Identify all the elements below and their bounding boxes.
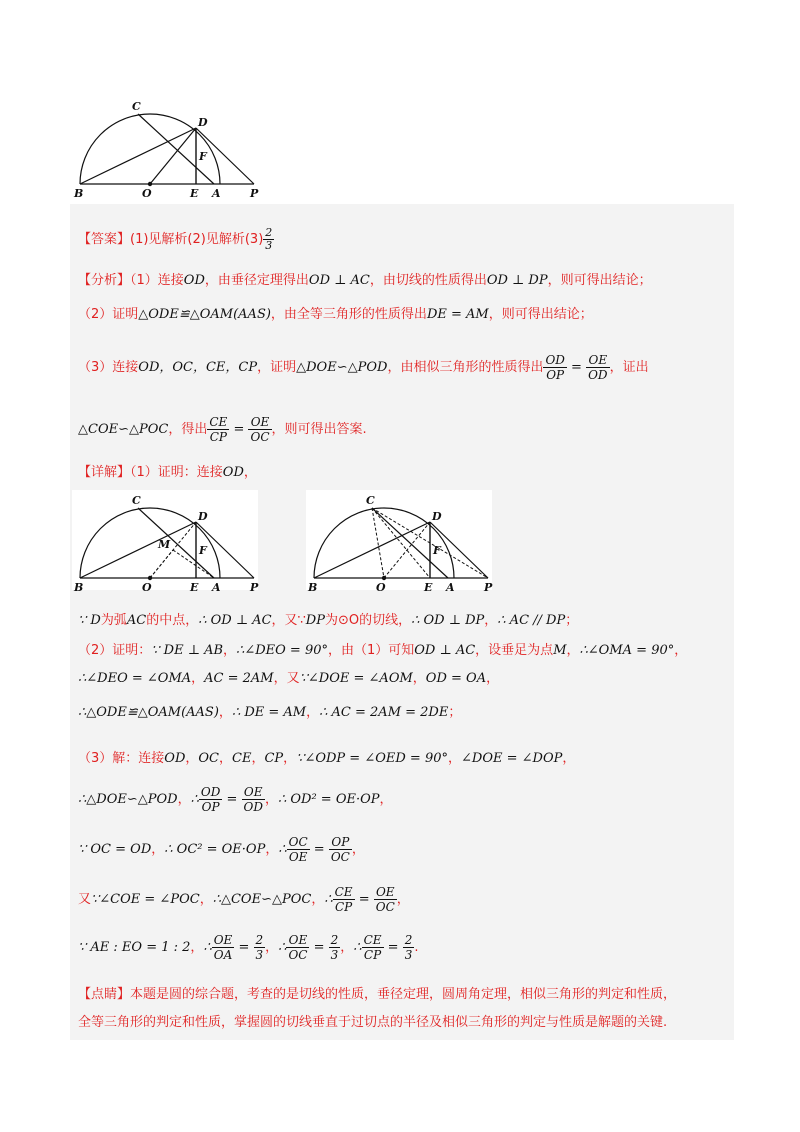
label-A: A <box>446 581 455 594</box>
detail-line-3: ∴∠DEO = ∠OMA，AC = 2AM，又∵∠DOE = ∠AOM，OD = OA， <box>78 671 500 686</box>
label-C: C <box>366 494 375 507</box>
label-O: O <box>376 581 386 594</box>
figure-top <box>72 96 272 200</box>
label-B: B <box>74 187 84 200</box>
answer-tag: 【答案】 <box>78 232 131 247</box>
detail-line-6: ∴△DOE∽△POD，∴ $\frac{OD}{OP}$ = $\frac{OE}{OD}$ ，∴ OD² = OE·OP， <box>78 785 393 814</box>
label-P: P <box>484 581 493 594</box>
label-C: C <box>132 100 141 113</box>
label-E: E <box>424 581 433 594</box>
label-A: A <box>212 581 221 594</box>
detail-line-1: ∵ D为弧AC的中点，∴ OD ⊥ AC，又∵DP为⊙O的切线，∴ OD ⊥ DP，∴ AC // DP； <box>78 613 579 628</box>
comment-tag: 【点睛】 <box>78 987 131 1002</box>
label-F: F <box>199 544 207 557</box>
detail-line-intro: 【详解】（1）证明：连接OD， <box>78 465 257 480</box>
answer-line: 【答案】(1)见解析(2)见解析(3) $\frac{2}{3}$ <box>78 226 273 252</box>
label-E: E <box>190 187 199 200</box>
label-F: F <box>199 150 207 163</box>
analysis-line-4: △COE∽△POC，得出 $\frac{CE}{CP}$ = $\frac{OE}{OC}$ ，则可得出答案. <box>78 415 367 444</box>
label-E: E <box>190 581 199 594</box>
label-B: B <box>74 581 84 594</box>
detail-tag: 【详解】 <box>78 465 131 480</box>
figure-left <box>72 490 272 594</box>
label-F: F <box>433 544 441 557</box>
label-M: M <box>158 538 171 551</box>
label-D: D <box>432 510 442 523</box>
label-D: D <box>198 510 208 523</box>
comment-line-2: 全等三角形的判定和性质，掌握圆的切线垂直于过切点的半径及相似三角形的判定与性质是解题的关键. <box>78 1015 668 1030</box>
detail-line-4: ∴△ODE≌△OAM(AAS)，∴ DE = AM，∴ AC = 2AM = 2DE； <box>78 705 462 720</box>
label-D: D <box>198 116 208 129</box>
comment-line-1: 【点睛】本题是圆的综合题，考查的是切线的性质，垂径定理，圆周角定理，相似三角形的判定和性质， <box>78 987 677 1002</box>
analysis-line-2: （2）证明△ODE≌△OAM(AAS)，由全等三角形的性质得出DE = AM，则可得出结论； <box>78 307 593 322</box>
label-P: P <box>250 187 259 200</box>
label-P: P <box>250 581 259 594</box>
analysis-tag: 【分析】 <box>78 273 131 288</box>
label-B: B <box>308 581 318 594</box>
detail-line-9: ∵ AE : EO = 1 : 2，∴ $\frac{OE}{OA}$ = $\frac{2}{3}$ ，∴ $\frac{OE}{OC}$ = $\frac{2}{3}$ ，∴ $\frac{CE}{CP}$ = $\frac{2}{3}$ . <box>78 933 419 962</box>
figure-right <box>306 490 506 594</box>
detail-line-2: （2）证明：∵ DE ⊥ AB，∴∠DEO = 90°，由（1）可知OD ⊥ AC，设垂足为点M，∴∠OMA = 90°， <box>78 643 688 658</box>
detail-line-8: 又∵∠COE = ∠POC，∴△COE∽△POC，∴ $\frac{CE}{CP}$ = $\frac{OE}{OC}$ ， <box>78 885 410 914</box>
detail-line-7: ∵ OC = OD，∴ OC² = OE·OP，∴ $\frac{OC}{OE}$ = $\frac{OP}{OC}$ ， <box>78 835 365 864</box>
label-O: O <box>142 187 152 200</box>
analysis-line-3: （3）连接OD，OC，CE，CP，证明△DOE∽△POD，由相似三角形的性质得出 $\frac{OD}{OP}$ = $\frac{OE}{OD}$ ，证出 <box>78 353 649 382</box>
label-O: O <box>142 581 152 594</box>
label-C: C <box>132 494 141 507</box>
analysis-line-1: 【分析】（1）连接OD，由垂径定理得出OD ⊥ AC，由切线的性质得出OD ⊥ DP，则可得出结论； <box>78 273 652 288</box>
detail-line-5: （3）解：连接OD，OC，CE，CP，∵∠ODP = ∠OED = 90°，∠DOE = ∠DOP， <box>78 751 576 766</box>
label-A: A <box>212 187 221 200</box>
